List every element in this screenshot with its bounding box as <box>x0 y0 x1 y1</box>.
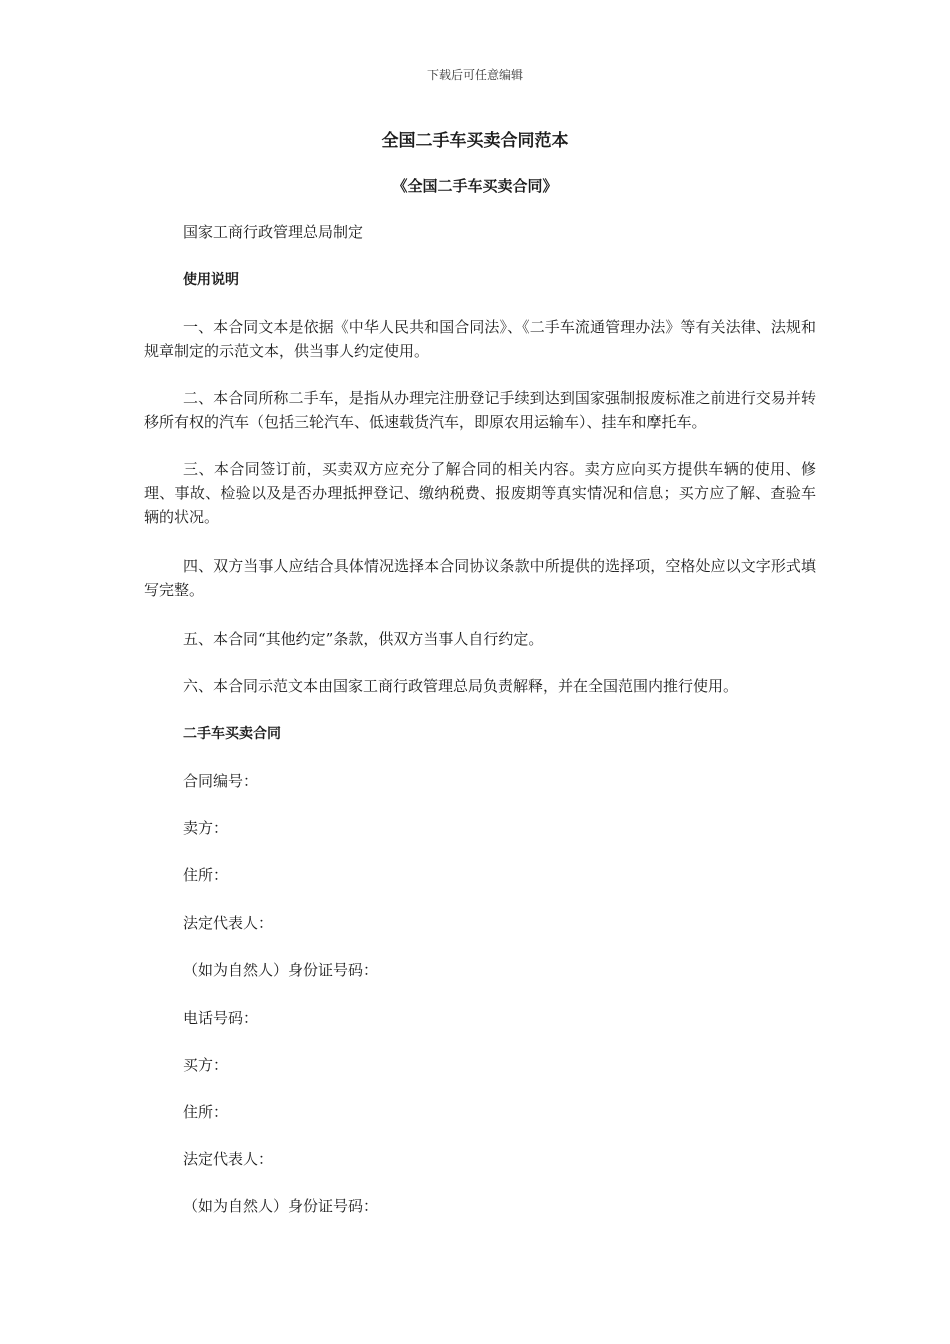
usage-item-1: 一、本合同文本是依据《中华人民共和国合同法》、《二手车流通管理办法》等有关法律、法规和规章制定的示范文本，供当事人约定使用。 <box>144 318 816 360</box>
seller-id-field: （如为自然人）身份证号码： <box>183 961 379 979</box>
usage-item-5: 五、本合同“其他约定”条款，供双方当事人自行约定。 <box>183 630 544 648</box>
usage-item-4: 四、双方当事人应结合具体情况选择本合同协议条款中所提供的选择项，空格处应以文字形式填写完整。 <box>144 557 816 599</box>
document-subtitle: 《全国二手车买卖合同》 <box>392 177 558 195</box>
buyer-field: 买方： <box>183 1056 229 1074</box>
contract-number-field: 合同编号： <box>183 772 259 790</box>
seller-phone-field: 电话号码： <box>183 1009 259 1027</box>
document-title: 全国二手车买卖合同范本 <box>381 131 569 151</box>
buyer-id-field: （如为自然人）身份证号码： <box>183 1197 379 1215</box>
seller-representative-field: 法定代表人： <box>183 914 274 932</box>
usage-item-6: 六、本合同示范文本由国家工商行政管理总局负责解释，并在全国范围内推行使用。 <box>183 677 739 695</box>
issuer-line: 国家工商行政管理总局制定 <box>183 223 364 241</box>
buyer-address-field: 住所： <box>183 1103 229 1121</box>
usage-heading: 使用说明 <box>183 272 239 288</box>
usage-item-3: 三、本合同签订前，买卖双方应充分了解合同的相关内容。卖方应向买方提供车辆的使用、修理、事故、检验以及是否办理抵押登记、缴纳税费、报废期等真实情况和信息；买方应了解、查验车辆的状况。 <box>144 460 816 526</box>
buyer-representative-field: 法定代表人： <box>183 1150 274 1168</box>
header-note: 下载后可任意编辑 <box>426 68 523 82</box>
usage-item-2: 二、本合同所称二手车，是指从办理完注册登记手续到达到国家强制报废标准之前进行交易并转移所有权的汽车（包括三轮汽车、低速载货汽车，即原农用运输车）、挂车和摩托车。 <box>144 389 816 431</box>
contract-heading: 二手车买卖合同 <box>183 726 281 742</box>
seller-field: 卖方： <box>183 819 229 837</box>
seller-address-field: 住所： <box>183 866 229 884</box>
